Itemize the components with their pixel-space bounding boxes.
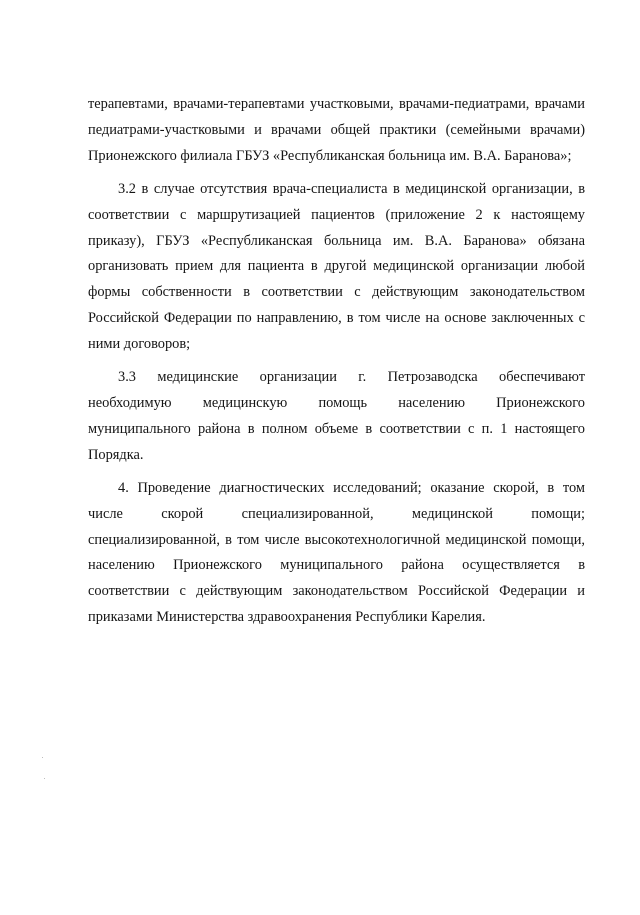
text-line: организовать прием для пациента в другой медицинской организации любой [88,258,585,275]
text-line: населению Прионежского муниципального района осуществляется в [88,557,585,574]
paragraph-3-3 [88,365,585,469]
text-line: 3.3 медицинские организации г. Петрозаводска обеспечивают [118,369,585,386]
text-line: формы собственности в соответствии с действующим законодательством [88,284,585,301]
scan-speck [42,757,43,758]
text-line: терапевтами, врачами-терапевтами участковыми, врачами-педиатрами, врачами [88,96,585,112]
text-line: педиатрами-участковыми и врачами общей практики (семейными врачами) [88,121,585,138]
text-line: Российской Федерации по направлению, в том числе на основе заключенных с [88,310,585,327]
text-line: Порядка. [88,446,144,463]
paragraph-4 [88,476,585,631]
text-line: Прионежского филиала ГБУЗ «Республиканская больница им. В.А. Баранова»; [88,147,572,164]
text-line: приказу), ГБУЗ «Республиканская больница им. В.А. Баранова» обязана [88,232,585,249]
scan-speck [44,778,45,779]
text-line: соответствии с маршрутизацией пациентов (приложение 2 к настоящему [88,206,585,223]
text-line: необходимую медицинскую помощь населению Прионежского [88,394,585,411]
paragraph-1 [88,92,585,170]
text-line: ними договоров; [88,336,191,353]
text-line: 4. Проведение диагностических исследований; оказание скорой, в том [118,479,585,496]
text-line: 3.2 в случае отсутствия врача-специалиста в медицинской организации, в [118,180,585,197]
paragraph-3-2 [88,177,585,358]
document-body [88,92,585,631]
text-line: соответствии с действующим законодательством Российской Федерации и [88,583,585,600]
text-line: числе скорой специализированной, медицинской помощи; [88,505,585,522]
text-line: специализированной, в том числе высокотехнологичной медицинской помощи, [88,531,585,548]
text-line: приказами Министерства здравоохранения Республики Карелия. [88,609,486,626]
text-line: муниципального района в полном объеме в соответствии с п. 1 настоящего [88,420,585,437]
